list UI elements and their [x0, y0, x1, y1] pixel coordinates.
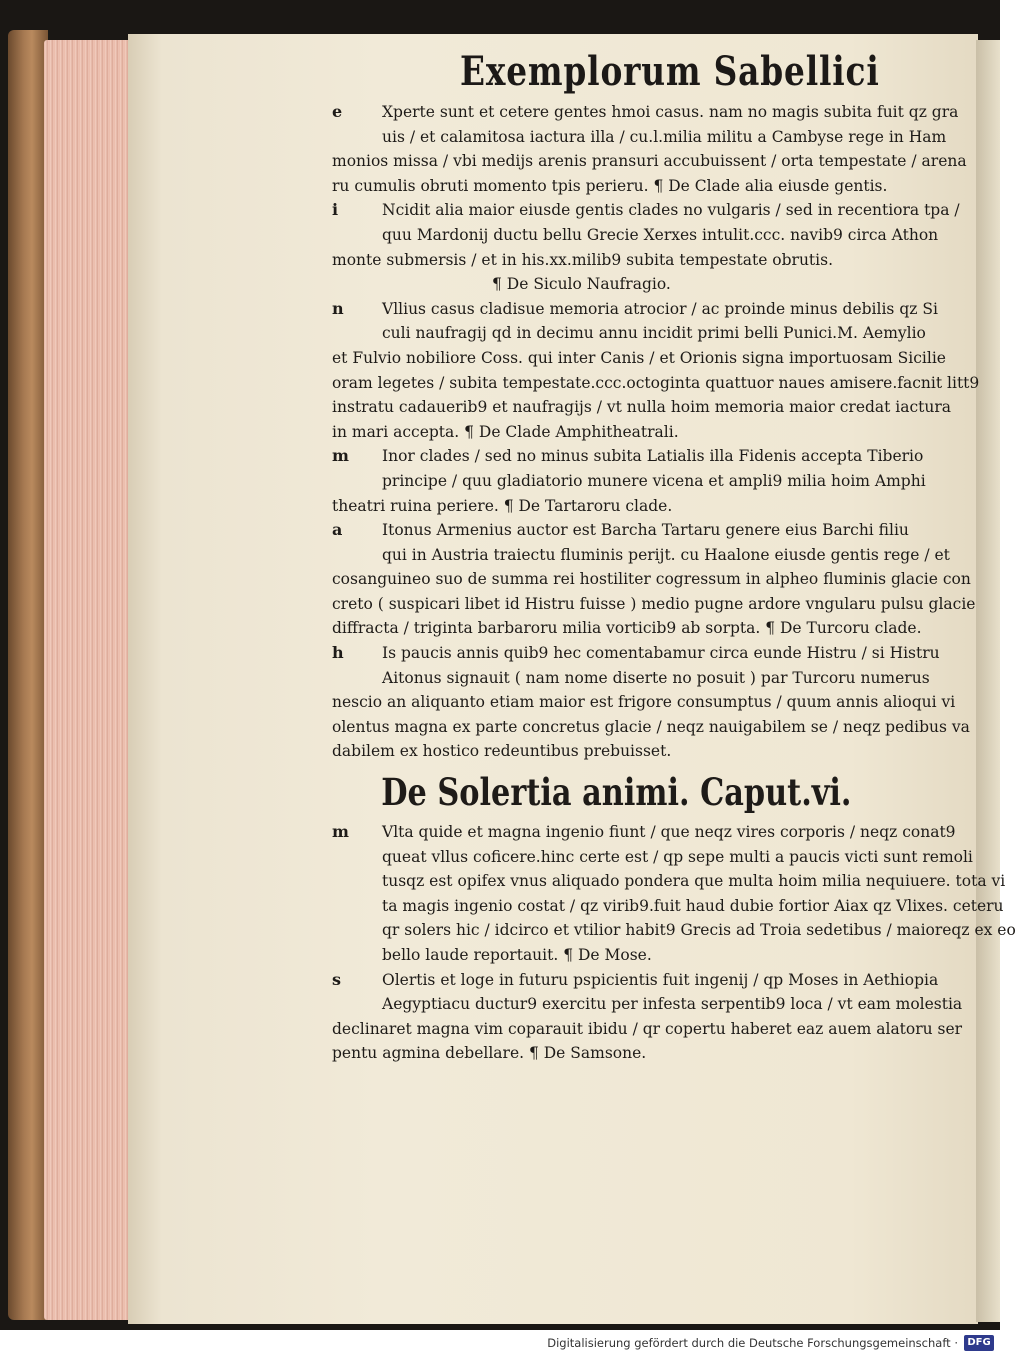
line-text: cosanguineo suo de summa rei hostiliter cogressum in alpheo fluminis glacie con	[332, 570, 971, 589]
footer-credit: Digitalisierung gefördert durch die Deutsche Forschungsgemeinschaft ·	[547, 1336, 958, 1350]
guide-letter: s	[332, 969, 342, 989]
guide-letter: a	[332, 520, 343, 540]
text-line	[332, 149, 967, 174]
line-text: instratu cadauerib9 et naufragijs / vt nulla hoim memoria maior credat iactura	[332, 398, 952, 417]
text-line	[332, 943, 902, 968]
text-line	[332, 1041, 902, 1066]
text-line	[332, 125, 947, 150]
text-line	[332, 1017, 963, 1042]
text-line	[332, 321, 926, 346]
page-edges	[44, 40, 132, 1320]
line-text: oram legetes / subita tempestate.ccc.octoginta quattuor naues amisere.facnit litt9	[332, 373, 980, 392]
text-line	[332, 894, 1004, 919]
line-text: ru cumulis obruti momento tpis perieru. ¶ De Clade alia eiusde gentis.	[332, 176, 888, 195]
text-line	[332, 592, 976, 617]
line-text: tusqz est opifex vnus aliquado pondera que multa hoim milia nequiuere. tota vi	[382, 872, 1006, 891]
line-text: Itonus Armenius auctor est Barcha Tartaru genere eius Barchi filiu	[382, 521, 909, 540]
text-line	[332, 820, 956, 845]
text-block	[332, 100, 1016, 1066]
dfg-logo: DFG	[964, 1335, 994, 1351]
line-text: uis / et calamitosa iactura illa / cu.l.milia militu a Cambyse rege in Ham	[382, 127, 947, 146]
text-line	[332, 567, 971, 592]
footer-bar	[0, 1330, 1000, 1357]
text-line	[332, 371, 980, 396]
line-text: Aitonus signauit ( nam nome diserte no posuit ) par Turcoru numerus	[382, 668, 930, 687]
text-line	[332, 272, 902, 297]
line-text: theatri ruina periere. ¶ De Tartaroru clade.	[332, 496, 673, 515]
text-line	[332, 739, 902, 764]
line-text: ¶ De Siculo Naufragio.	[492, 275, 671, 294]
text-line	[332, 968, 939, 993]
book-cover-edge	[8, 30, 48, 1320]
line-text: Inor clades / sed no minus subita Latialis illa Fidenis accepta Tiberio	[382, 447, 924, 466]
text-line	[332, 992, 963, 1017]
next-page-edge	[976, 40, 1000, 1322]
text-line	[332, 518, 909, 543]
running-head: Exemplorum Sabellici	[460, 48, 880, 95]
line-text: pentu agmina debellare. ¶ De Samsone.	[332, 1044, 647, 1063]
line-text: queat vllus coficere.hinc certe est / qp sepe multi a paucis victi sunt remoli	[382, 847, 973, 866]
line-text: Vllius casus cladisue memoria atrocior / ac proinde minus debilis qz Si	[382, 299, 938, 318]
text-line	[332, 420, 902, 445]
guide-letter: h	[332, 643, 344, 663]
text-line	[332, 346, 946, 371]
text-line	[332, 100, 959, 125]
text-line	[332, 198, 960, 223]
line-text: qui in Austria traiectu fluminis perijt. cu Haalone eiusde gentis rege / et	[382, 545, 950, 564]
text-line	[332, 395, 952, 420]
line-text: qr solers hic / idcirco et vtilior habit9 Grecis ad Troia sedetibus / maioreqz ex eo	[382, 921, 1016, 940]
line-text: creto ( suspicari libet id Histru fuisse ) medio pugne ardore vngularu pulsu glacie	[332, 594, 976, 613]
text-line	[332, 918, 1016, 943]
line-text: Olertis et loge in futuru pspicientis fuit ingenij / qp Moses in Aethiopia	[382, 970, 939, 989]
line-text: Aegyptiacu ductur9 exercitu per infesta serpentib9 loca / vt eam molestia	[382, 995, 963, 1014]
guide-letter: m	[332, 822, 349, 842]
line-text: diffracta / triginta barbaroru milia vorticib9 ab sorpta. ¶ De Turcoru clade.	[332, 619, 922, 638]
line-text: olentus magna ex parte concretus glacie / neqz nauigabilem se / neqz pedibus va	[332, 717, 970, 736]
line-text: dabilem ex hostico redeuntibus prebuisset.	[332, 742, 672, 761]
chapter-heading: De Solertia animi. Caput.vi.	[381, 770, 852, 815]
line-text: Is paucis annis quib9 hec comentabamur circa eunde Histru / si Histru	[382, 644, 940, 663]
line-text: bello laude reportauit. ¶ De Mose.	[382, 946, 652, 964]
line-text: quu Mardonij ductu bellu Grecie Xerxes intulit.ccc. navib9 circa Athon	[382, 225, 939, 244]
text-line	[332, 469, 926, 494]
text-line	[332, 715, 970, 740]
text-line	[332, 845, 973, 870]
line-text: Xperte sunt et cetere gentes hmoi casus. nam no magis subita fuit qz gra	[382, 103, 959, 121]
line-text: et Fulvio nobiliore Coss. qui inter Canis / et Orionis signa importuosam Sicilie	[332, 348, 946, 367]
guide-letter: m	[332, 446, 349, 466]
text-line	[332, 297, 938, 322]
text-line	[332, 444, 924, 469]
line-text: monios missa / vbi medijs arenis pransuri accubuissent / orta tempestate / arena	[332, 152, 967, 171]
line-text: culi naufragij qd in decimu annu incidit primi belli Punici.M. Aemylio	[382, 324, 926, 343]
line-text: Vlta quide et magna ingenio fiunt / que neqz vires corporis / neqz conat9	[382, 823, 956, 842]
line-text: ta magis ingenio costat / qz virib9.fuit haud dubie fortior Aiax qz Vlixes. ceteru	[382, 896, 1004, 915]
line-text: nescio an aliquanto etiam maior est frigore consumptus / quum annis alioqui vi	[332, 693, 956, 712]
line-text: declinaret magna vim coparauit ibidu / qr copertu haberet eaz auem alatoru ser	[332, 1019, 963, 1038]
text-line	[332, 616, 922, 641]
line-text: in mari accepta. ¶ De Clade Amphitheatrali.	[332, 422, 679, 441]
text-line	[332, 641, 940, 666]
text-line	[332, 543, 950, 568]
text-line	[332, 666, 930, 691]
text-line	[332, 248, 902, 273]
line-text: principe / quu gladiatorio munere vicena et ampli9 milia hoim Amphi	[382, 471, 926, 490]
text-line	[332, 174, 902, 199]
line-text: monte submersis / et in his.xx.milib9 subita tempestate obrutis.	[332, 250, 834, 269]
guide-letter: i	[332, 200, 339, 220]
text-line	[332, 690, 956, 715]
guide-letter: e	[332, 102, 343, 121]
text-line	[332, 869, 1006, 894]
guide-letter: n	[332, 298, 344, 318]
text-line	[332, 223, 939, 248]
line-text: Ncidit alia maior eiusde gentis clades no vulgaris / sed in recentiora tpa /	[382, 201, 960, 220]
text-line	[332, 494, 902, 519]
